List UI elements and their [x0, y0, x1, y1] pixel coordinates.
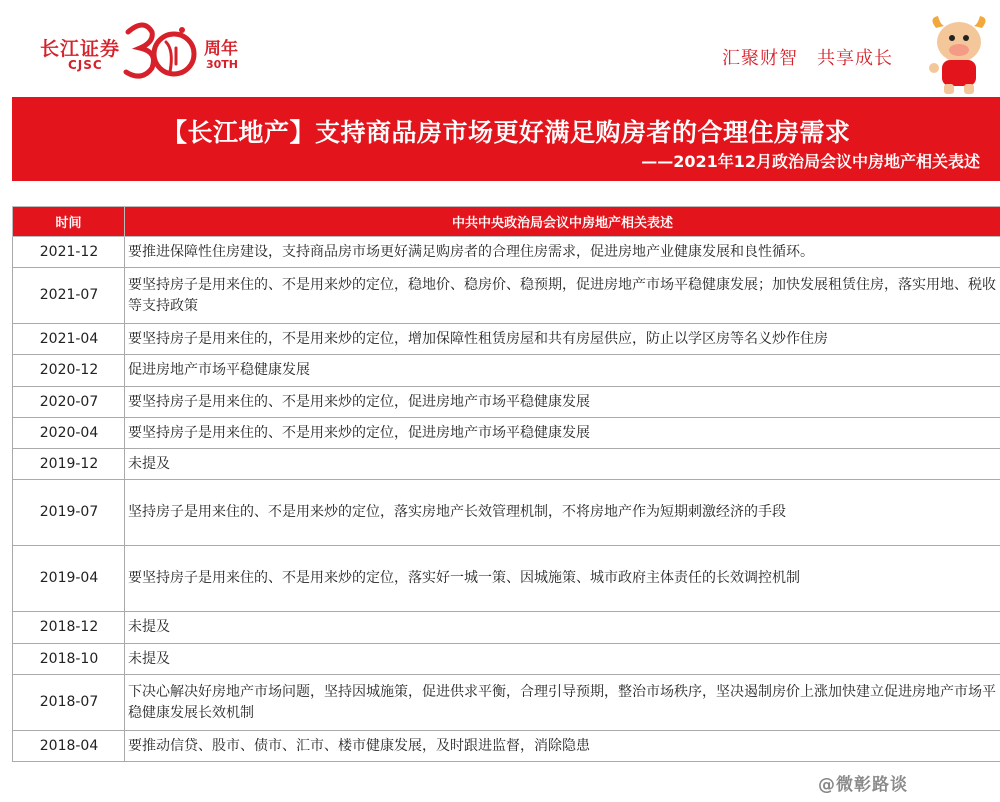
table-row [13, 387, 1000, 418]
brand-name-en: CJSC [68, 58, 103, 72]
table-row [13, 675, 1000, 731]
row-text: 要坚持房子是用来住的、不是用来炒的定位，落实好一城一策、因城施策、城市政府主体责任的长效调控机制 [125, 546, 1000, 612]
row-date: 2019-04 [13, 546, 125, 612]
row-text: 要推进保障性住房建设，支持商品房市场更好满足购房者的合理住房需求，促进房地产业健康发展和良性循环。 [125, 237, 1000, 268]
table-row [13, 324, 1000, 355]
weibo-watermark: @微彰路谈 [818, 775, 908, 795]
banner-title: 【长江地产】支持商品房市场更好满足购房者的合理住房需求 [162, 118, 851, 147]
row-text: 要推动信贷、股市、债市、汇市、楼市健康发展，及时跟进监督，消除隐患 [125, 731, 1000, 762]
row-date: 2019-12 [13, 449, 125, 480]
row-text: 未提及 [125, 449, 1000, 480]
table-row [13, 546, 1000, 612]
row-text: 未提及 [125, 612, 1000, 644]
row-date: 2020-04 [13, 418, 125, 449]
row-text: 未提及 [125, 644, 1000, 675]
row-text: 要坚持房子是用来住的、不是用来炒的定位，稳地价、稳房价、稳预期，促进房地产市场平稳健康发展；加快发展租赁住房，落实用地、税收等支持政策 [125, 268, 1000, 324]
table-row [13, 449, 1000, 480]
row-text: 要坚持房子是用来住的、不是用来炒的定位，促进房地产市场平稳健康发展 [125, 387, 1000, 418]
row-date: 2021-04 [13, 324, 125, 355]
page-header [0, 0, 1000, 97]
table-row [13, 355, 1000, 387]
anniversary-th: 30TH [206, 58, 239, 71]
table-row [13, 612, 1000, 644]
anniversary-label: 周年 [204, 39, 238, 59]
table-row [13, 480, 1000, 546]
column-header-content: 中共中央政治局会议中房地产相关表述 [125, 207, 1000, 237]
table-header-row [13, 207, 1000, 237]
row-date: 2020-12 [13, 355, 125, 387]
title-banner [12, 97, 1000, 181]
row-date: 2021-12 [13, 237, 125, 268]
table-row [13, 268, 1000, 324]
table-row [13, 237, 1000, 268]
column-header-time: 时间 [13, 207, 125, 237]
row-date: 2018-12 [13, 612, 125, 644]
banner-subtitle: ——2021年12月政治局会议中房地产相关表述 [641, 152, 980, 171]
slogan: 汇聚财智 共享成长 [722, 48, 893, 69]
row-date: 2018-04 [13, 731, 125, 762]
row-text: 要坚持房子是用来住的，不是用来炒的定位，增加保障性租赁房屋和共有房屋供应，防止以学区房等名义炒作住房 [125, 324, 1000, 355]
row-date: 2021-07 [13, 268, 125, 324]
row-date: 2019-07 [13, 480, 125, 546]
table-row [13, 731, 1000, 762]
ox-mascot-icon [924, 12, 994, 96]
row-text: 下决心解决好房地产市场问题，坚持因城施策，促进供求平衡，合理引导预期，整治市场秩序，坚决遏制房价上涨加快建立促进房地产市场平稳健康发展长效机制 [125, 675, 1000, 731]
row-date: 2020-07 [13, 387, 125, 418]
anniversary-logo-icon [118, 14, 198, 84]
policy-table [12, 206, 1000, 762]
row-text: 坚持房子是用来住的、不是用来炒的定位，落实房地产长效管理机制，不将房地产作为短期刺激经济的手段 [125, 480, 1000, 546]
row-date: 2018-10 [13, 644, 125, 675]
brand-name-cn: 长江证券 [40, 38, 121, 60]
row-text: 促进房地产市场平稳健康发展 [125, 355, 1000, 387]
table-row [13, 644, 1000, 675]
table-row [13, 418, 1000, 449]
row-text: 要坚持房子是用来住的、不是用来炒的定位，促进房地产市场平稳健康发展 [125, 418, 1000, 449]
row-date: 2018-07 [13, 675, 125, 731]
